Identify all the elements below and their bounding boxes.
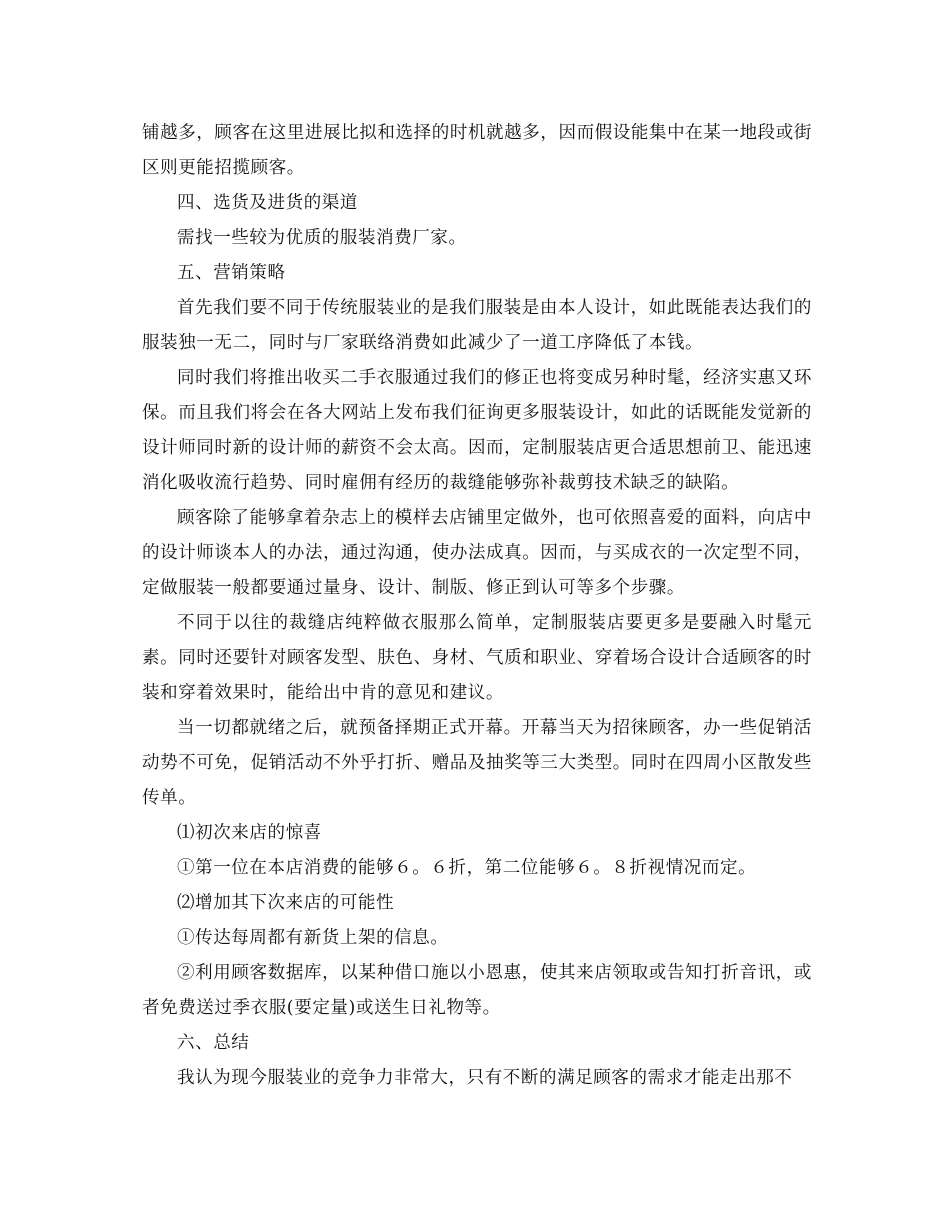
paragraph-summary: 我认为现今服装业的竞争力非常大，只有不断的满足顾客的需求才能走出那不	[177, 1068, 793, 1088]
section-heading-sourcing: 四、选货及进货的渠道	[177, 193, 358, 213]
paragraph-marketing-opening: 当一切都就绪之后，就预备择期正式开幕。开幕当天为招徕顾客，办一些促销活动势不可免，促销活动不外乎打折、赠品及抽奖等三大类型。同时在四周小区散发些传单。	[142, 718, 812, 808]
list-item-new-arrivals: ①传达每周都有新货上架的信息。	[177, 928, 449, 948]
paragraph-sourcing: 需找一些较为优质的服装消费厂家。	[177, 228, 467, 248]
paragraph-marketing-tailor: 不同于以往的裁缝店纯粹做衣服那么简单，定制服装店要更多是要融入时髦元素。同时还要针对顾客发型、肤色、身材、气质和职业、穿着场合设计合适顾客的时装和穿着效果时，能给出中肯的意见和建议。	[142, 613, 812, 703]
list-item-customer-database: ②利用顾客数据库，以某种借口施以小恩惠，使其来店领取或告知打折音讯，或者免费送过季衣服(要定量)或送生日礼物等。	[142, 963, 812, 1018]
list-heading-return-visit: ⑵增加其下次来店的可能性	[177, 893, 395, 913]
list-item-discount: ①第一位在本店消费的能够６。６折，第二位能够６。８折视情况而定。	[177, 858, 757, 878]
paragraph-marketing-custom: 顾客除了能够拿着杂志上的模样去店铺里定做外，也可依照喜爱的面料，向店中的设计师谈本人的办法，通过沟通，使办法成真。因而，与买成衣的一次定型不同，定做服装一般都要通过量身、设计、制版、修正到认可等多个步骤。	[142, 508, 812, 598]
paragraph-continuation: 铺越多，顾客在这里进展比拟和选择的时机就越多，因而假设能集中在某一地段或街区则更能招揽顾客。	[142, 123, 812, 178]
section-heading-summary: 六、总结	[177, 1033, 250, 1053]
section-heading-marketing: 五、营销策略	[177, 263, 286, 283]
paragraph-marketing-secondhand: 同时我们将推出收买二手衣服通过我们的修正也将变成另种时髦，经济实惠又环保。而且我们将会在各大网站上发布我们征询更多服装设计，如此的话既能发觉新的设计师同时新的设计师的薪资不会太高。因而，定制服装店更合适思想前卫、能迅速消化吸收流行趋势、同时雇佣有经历的裁缝能够弥补裁剪技术缺乏的缺陷。	[142, 368, 812, 493]
document-body	[142, 116, 812, 1096]
list-heading-first-visit: ⑴初次来店的惊喜	[177, 823, 322, 843]
paragraph-marketing-design: 首先我们要不同于传统服装业的是我们服装是由本人设计，如此既能表达我们的服装独一无二，同时与厂家联络消费如此减少了一道工序降低了本钱。	[142, 298, 812, 353]
